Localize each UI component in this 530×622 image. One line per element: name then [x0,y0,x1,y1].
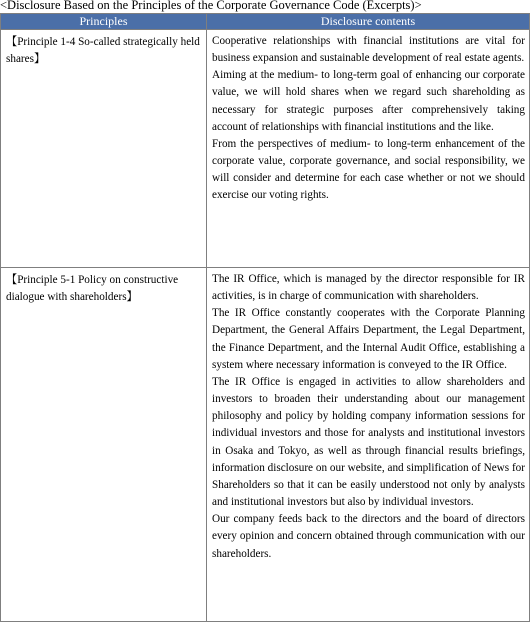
disclosure-cell [207,268,530,622]
principle-cell [1,30,207,268]
disclosure-paragraph: The IR Office constantly cooperates with the Corporate Planning Department, the General Affairs Department, the Legal Department, the Finance Department, and the Internal Audit Office, establishing a system where necessary information is conveyed to the IR Office. [212,307,525,371]
disclosure-paragraph: The IR Office, which is managed by the director responsible for IR activities, is in charge of communication with shareholders. [212,273,525,303]
disclosure-cell [207,30,530,268]
governance-disclosure-table [0,13,530,622]
disclosure-paragraph: Our company feeds back to the directors and the board of directors every opinion and concern obtained through communication with our shareholders. [212,513,525,560]
disclosure-paragraph: Cooperative relationships with financial institutions are vital for business expansion and sustainable development of real estate agents. [212,35,525,65]
table-caption: <Disclosure Based on the Principles of the Corporate Governance Code (Excerpts)> [0,0,422,12]
principle-title: 【Principle 5-1 Policy on constructive dialogue with shareholders】 [6,274,179,304]
principle-title: 【Principle 1-4 So-called strategically held shares】 [6,36,200,66]
column-header-disclosure-contents: Disclosure contents [207,14,530,30]
disclosure-paragraph: From the perspectives of medium- to long-term enhancement of the corporate value, corporate governance, and social responsibility, we will consider and determine for each case whether or not we should exercise our voting rights. [212,137,525,202]
table-row [1,268,530,622]
disclosure-paragraph: The IR Office is engaged in activities to allow shareholders and investors to broaden their understanding about our management philosophy and policy by holding company information sessions for individual investors and those for analysts and institutional investors in Osaka and Tokyo, as well as through financial results briefings, information disclosure on our website, and simplification of News for Shareholders so that it can be easily understood not only by analysts and institutional investors but also by individual investors. [212,375,525,509]
table-row [1,30,530,268]
column-header-principles: Principles [1,14,207,30]
disclosure-paragraph: Aiming at the medium- to long-term goal of enhancing our corporate value, we will hold shares when we regard such shareholding as necessary for strategic purposes after comprehensively taking account of relationships with financial institutions and the like. [212,69,525,133]
header-row [1,14,530,30]
principle-cell [1,268,207,622]
